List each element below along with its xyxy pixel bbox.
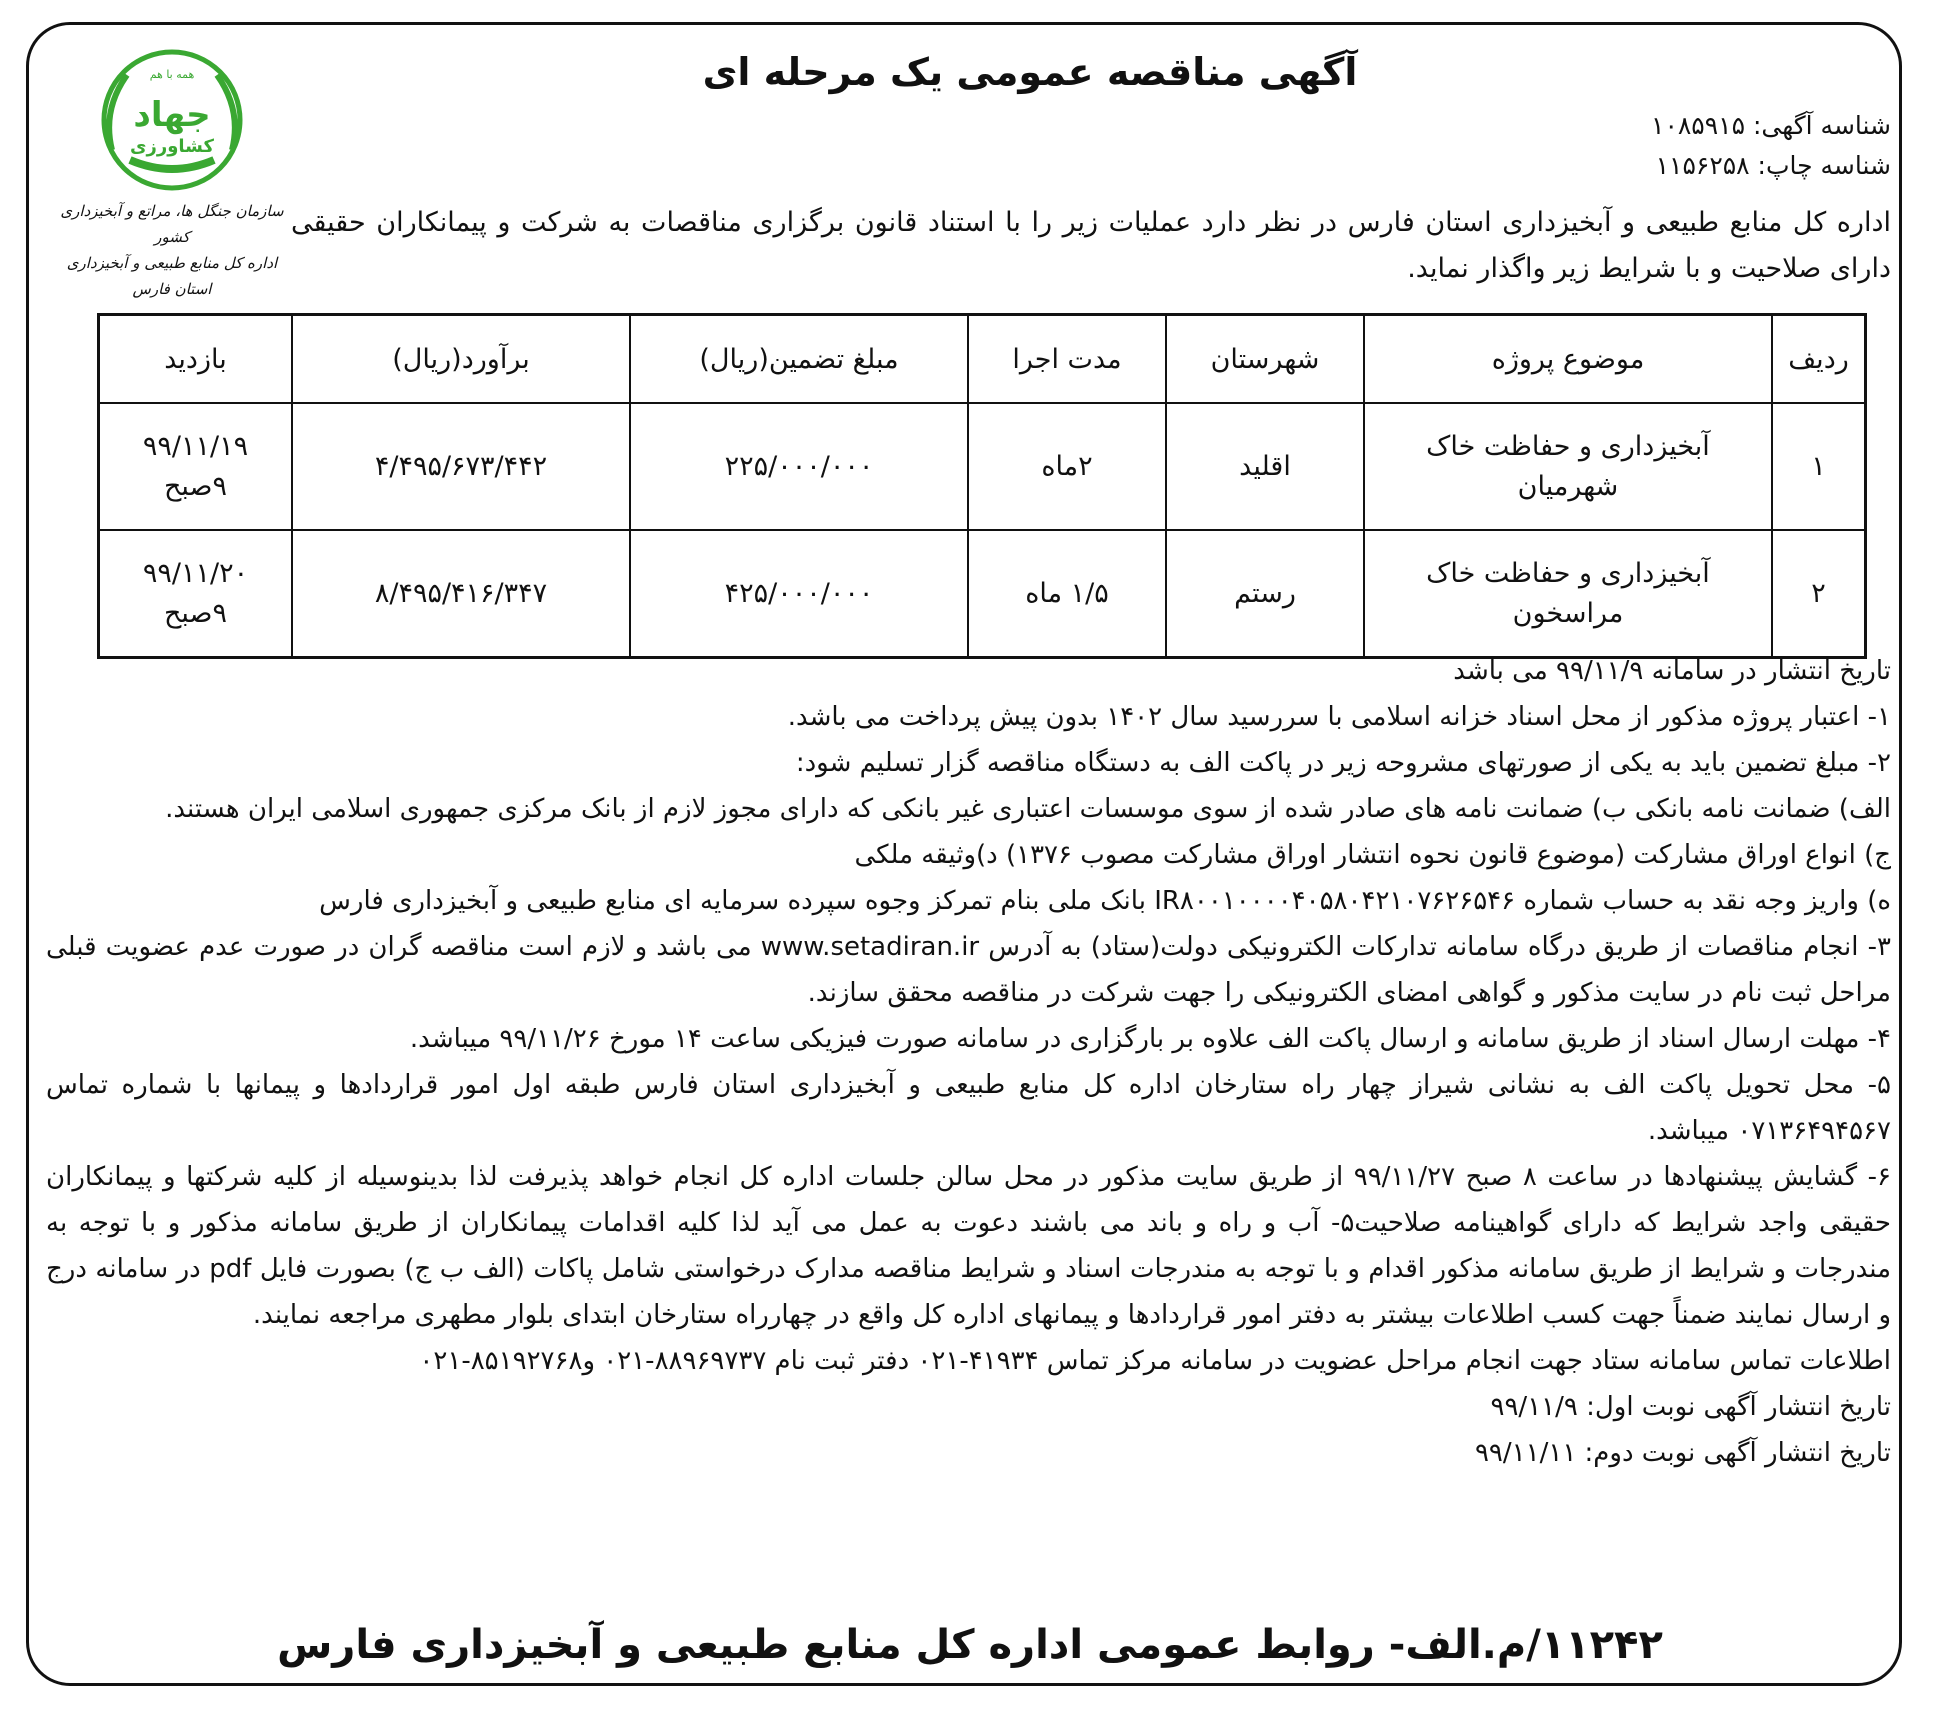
col-row: ردیف (1772, 315, 1866, 404)
tender-table (97, 313, 1867, 659)
cell-subject (1364, 403, 1772, 530)
logo-caption (52, 198, 292, 302)
cell-estimate: ۸/۴۹۵/۴۱۶/۳۴۷ (292, 530, 630, 658)
cell-visit-time: ۹صبح (163, 597, 228, 629)
contact-info: اطلاعات تماس سامانه ستاد جهت انجام مراحل عضویت در سامانه مرکز تماس ۴۱۹۳۴-۰۲۱ دفتر ثبت نام ۸۸۹۶۹۷۳۷-۰۲۱ و۸۵۱۹۲۷۶۸-۰۲۱ (419, 1346, 1891, 1376)
cell-estimate: ۴/۴۹۵/۶۷۳/۴۴۲ (292, 403, 630, 530)
footer-signature: ۱۱۲۴۲/م.الف- روابط عمومی اداره کل منابع طبیعی و آبخیزداری فارس (277, 1622, 1663, 1668)
condition-3: ۳- انجام مناقصات از طریق درگاه سامانه تدارکات الکترونیکی دولت(ستاد) به آدرس www.setadiran.ir می باشد و لازم است مناقصه گران در صورت عدم عضویت قبلی مراحل ثبت نام در سایت مذکور و گواهی امضای الکترونیکی را جهت شرکت در مناقصه محقق سازند. (46, 932, 1891, 1008)
col-estimate: برآورد(ریال) (292, 315, 630, 404)
condition-4: ۴- مهلت ارسال اسناد از طریق سامانه و ارسال پاکت الف علاوه بر بارگزاری در سامانه صورت فیزیکی ساعت ۱۴ مورخ ۹۹/۱۱/۲۶ میباشد. (409, 1024, 1891, 1054)
logo-name: جهاد (133, 95, 211, 135)
col-guarantee: مبلغ تضمین(ریال) (630, 315, 968, 404)
cell-visit-date: ۹۹/۱۱/۱۹ (142, 430, 249, 462)
cell-row: ۲ (1772, 530, 1866, 658)
cell-duration: ۲ماه (968, 403, 1166, 530)
cell-subject-line2: شهرمیان (1517, 470, 1619, 502)
cell-visit-time: ۹صبح (163, 470, 228, 502)
table-row (99, 403, 1866, 530)
ad-id: شناسه آگهی: ۱۰۸۵۹۱۵ (1651, 111, 1891, 140)
logo-sub: کشاورزی (130, 136, 214, 157)
publish-date-note: تاریخ انتشار در سامانه ۹۹/۱۱/۹ می باشد (1453, 656, 1891, 686)
logo-top-text: همه با هم (149, 68, 195, 81)
col-city: شهرستان (1166, 315, 1364, 404)
col-duration: مدت اجرا (968, 315, 1166, 404)
cell-subject-line2: مراسخون (1512, 597, 1624, 629)
condition-2-a-b: الف) ضمانت نامه بانکی ب) ضمانت نامه های صادر شده از سوی موسسات اعتباری غیر بانکی که دارای مجوز لازم از بانک مرکزی جمهوری اسلامی ایران هستند. (165, 794, 1891, 824)
logo-caption-line2: اداره کل منابع طبیعی و آبخیزداری استان فارس (66, 254, 278, 298)
condition-5: ۵- محل تحویل پاکت الف به نشانی شیراز چهار راه ستارخان اداره کل منابع طبیعی و آبخیزداری استان فارس طبقه اول امور قراردادها و پیمانها با شماره تماس ۰۷۱۳۶۴۹۴۵۶۷ میباشد. (46, 1070, 1891, 1146)
second-publish-date: تاریخ انتشار آگهی نوبت دوم: ۹۹/۱۱/۱۱ (1474, 1438, 1891, 1468)
condition-2-c-d: ج) انواع اوراق مشارکت (موضوع قانون نحوه انتشار اوراق مشارکت مصوب ۱۳۷۶) د)وثیقه ملکی (854, 840, 1891, 870)
condition-2: ۲- مبلغ تضمین باید به یکی از صورتهای مشروحه زیر در پاکت الف به دستگاه مناقصه گزار تسلیم شود: (795, 748, 1891, 778)
col-visit: بازدید (99, 315, 293, 404)
cell-subject-line1: آبخیزداری و حفاظت خاک (1426, 557, 1710, 589)
intro-paragraph: اداره کل منابع طبیعی و آبخیزداری استان فارس در نظر دارد عملیات زیر را با استناد قانون برگزاری مناقصات به شرکت و پیمانکاران حقیقی دارای صلاحیت و با شرایط زیر واگذار نماید. (291, 207, 1891, 284)
condition-6: ۶- گشایش پیشنهادها در ساعت ۸ صبح ۹۹/۱۱/۲۷ از طریق سایت مذکور در محل سالن جلسات اداره کل انجام خواهد پذیرفت لذا بدینوسیله از کلیه شرکتها و پیمانکاران حقیقی واجد شرایط که دارای گواهینامه صلاحیت۵- آب و راه و باند می باشند دعوت به عمل می آید لذا کلیه اقدامات پیمانکاران از طریق سامانه مذکور و با توجه به مندرجات و شرایط از طریق سامانه مذکور اقدام و با توجه به مندرجات اسناد و شرایط مناقصه مدارک درخواستی شامل پاکات (الف ب ج) بصورت فایل pdf در سامانه درج و ارسال نمایند ضمناً جهت کسب اطلاعات بیشتر به دفتر امور قراردادها و پیمانهای اداره کل واقع در چهارراه ستارخان ابتدای بلوار مطهری مراجعه نمایند. (46, 1162, 1892, 1330)
page-title: آگهی مناقصه عمومی یک مرحله ای (702, 50, 1358, 94)
print-id: شناسه چاپ: ۱۱۵۶۲۵۸ (1655, 151, 1891, 180)
cell-guarantee: ۴۲۵/۰۰۰/۰۰۰ (630, 530, 968, 658)
cell-visit (99, 530, 293, 658)
col-subject: موضوع پروژه (1364, 315, 1772, 404)
cell-guarantee: ۲۲۵/۰۰۰/۰۰۰ (630, 403, 968, 530)
cell-subject (1364, 530, 1772, 658)
table-header-row (99, 315, 1866, 404)
first-publish-date: تاریخ انتشار آگهی نوبت اول: ۹۹/۱۱/۹ (1490, 1392, 1891, 1422)
condition-2-e: ه) واریز وجه نقد به حساب شماره IR۸۰۰۱۰۰۰۰۴۰۵۸۰۴۲۱۰۷۶۲۶۵۴۶ بانک ملی بنام تمرکز وجوه سپرده سرمایه ای منابع طبیعی و آبخیزداری فارس (319, 886, 1891, 916)
cell-visit-date: ۹۹/۱۱/۲۰ (142, 557, 249, 589)
cell-visit (99, 403, 293, 530)
cell-duration: ۱/۵ ماه (968, 530, 1166, 658)
conditions-body (46, 648, 1891, 1476)
logo-caption-line1: سازمان جنگل ها، مراتع و آبخیزداری کشور (60, 202, 284, 246)
condition-1: ۱- اعتبار پروژه مذکور از محل اسناد خزانه اسلامی با سررسید سال ۱۴۰۲ بدون پیش پرداخت می باشد. (787, 702, 1891, 732)
table-row (99, 530, 1866, 658)
cell-city: رستم (1166, 530, 1364, 658)
cell-subject-line1: آبخیزداری و حفاظت خاک (1426, 430, 1710, 462)
identifier-block (1651, 106, 1891, 186)
cell-row: ۱ (1772, 403, 1866, 530)
cell-city: اقلید (1166, 403, 1364, 530)
